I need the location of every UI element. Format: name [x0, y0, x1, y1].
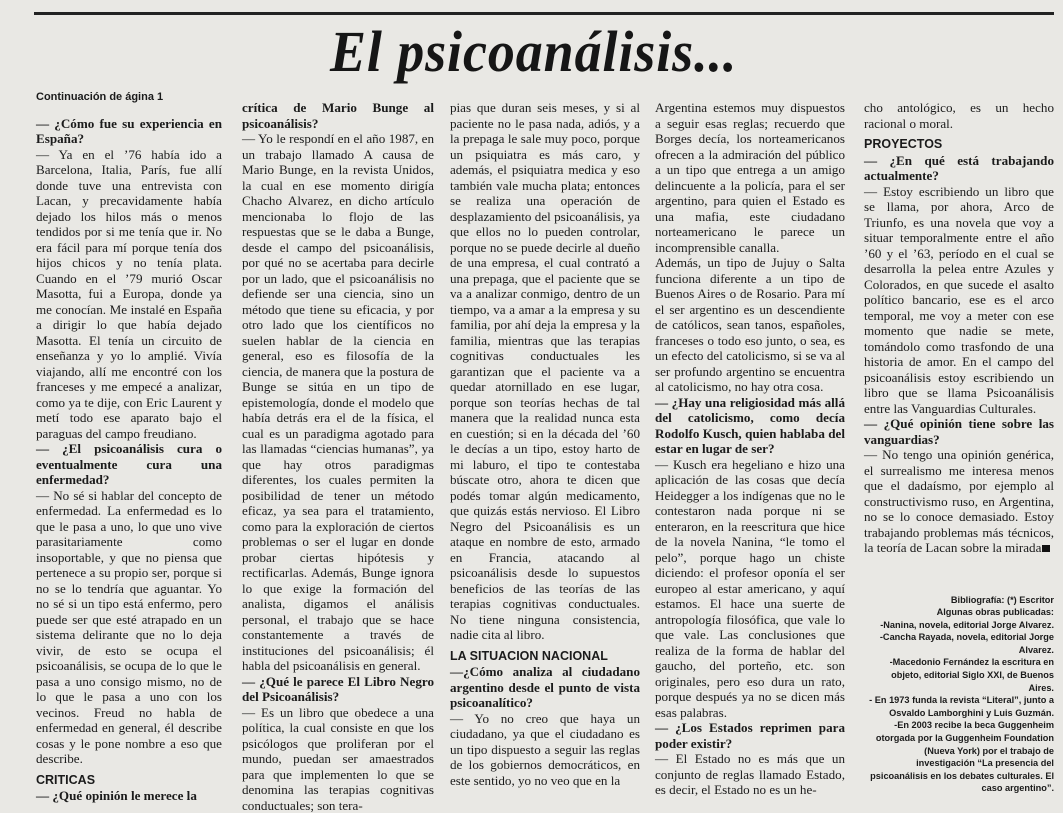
answer-paragraph: pias que duran seis meses, y si al paciente no le pasa nada, adiós, y a la prepaga le sale muy poco, porque un psiquiatra es más caro, y además, el psiquiatra medica y eso también vale mucha plata; entonces se realiza una operación de desplazamiento del psicoanálisis, ya que ellos no lo pueden controlar, porque no se puede decirle al dueño de una empresa, el cual contrató a una prepaga, que el paciente que se va a analizar conmigo, dentro de un tiempo, va a amar a la empresa y su familia, por ahí deja la empresa y la familia, mientras que las terapias cognitivas conductuales les garantizan que el paciente va a quedar atornillado en ese lugar, porque son teorías hechas de tal manera que la realidad nunca esta en cuestión; si en la década del ’60 le decías a un tipo, estoy harto de mi laburo, el tipo te contestaba búscate otro, ahora te dicen que podés tomar algún medicamento, que quizás estás nervioso. El Libro Negro del Psicoanálisis es un ataque en nombre de esto, armado en Francia, atacando al psicoanálisis desde lo supuestos beneficios de las teorías de las terapias cognitivas conductuales. No tiene ninguna consistencia, nadie cita al libro. — [450, 100, 640, 643]
col5-body — [864, 100, 1054, 556]
continuation-label: Continuación de ágina 1 — [36, 90, 222, 106]
end-mark-icon — [1042, 545, 1050, 552]
interview-question: — ¿Hay una religiosidad más allá del catolicismo, como decía Rodolfo Kusch, quien hablaba del estar en lugar de ser? — [655, 395, 845, 457]
biblio-line: -En 2003 recibe la beca Guggenheim otorgada por la Guggenheim Foundation (Nueva York) por el trabajo de investigación “La presencia del psicoanálisis en los debates culturales. El caso argentino”. — [864, 719, 1054, 795]
biblio-line: -Macedonio Fernández la escritura en objeto, editorial Siglo XXI, de Buenos Aires. — [864, 656, 1054, 694]
column-1 — [36, 90, 222, 804]
interview-question: — ¿Los Estados reprimen para poder existir? — [655, 720, 845, 751]
biblio-line: Bibliografía: (*) Escritor — [864, 594, 1054, 607]
biblio-line: -Nanina, novela, editorial Jorge Alvarez. — [864, 619, 1054, 632]
answer-paragraph: — Yo no creo que haya un ciudadano, ya que el ciudadano es un tipo dispuesto a seguir las reglas de los gobiernos democráticos, en este sentido, yo no veo que en la — [450, 711, 640, 789]
answer-paragraph: Además, un tipo de Jujuy o Salta funciona diferente a un tipo de Buenos Aires o de Rosario. Para mí el ser argentino es un descendiente de católicos, sean tanos, españoles, franceses o todo eso junto, o sea, es un efecto del catolicismo, si se va al ser profundo argentino se encuentra al catolicismo, no hay otra cosa. — [655, 255, 845, 395]
answer-paragraph: — Es un libro que obedece a una política, la cual consiste en que los psicólogos que proliferan por el mundo, puedan ser amaestrados para que implementen lo que se denomina las terapias cognitivas conductuales; son tera- — [242, 705, 434, 813]
biblio-line: -Cancha Rayada, novela, editorial Jorge Alvarez. — [864, 631, 1054, 656]
answer-paragraph: Argentina estemos muy dispuestos a seguir esas reglas; recuerdo que Borges decía, los norteamericanos ofrecen a la admiración del público a un tipo que entrega a un amigo delincuente a la policía, para el ser argentino, para quien el Estado es una mafia, este ciudadano norteamericano le parece un incomprensible canalla. — [655, 100, 845, 255]
biblio-line: Algunas obras publicadas: — [864, 606, 1054, 619]
column-2 — [242, 100, 434, 813]
answer-paragraph: — Kusch era hegeliano e hizo una aplicación de las cosas que decía Heidegger a los indígenas que no le contestaron nada porque ni se enteraron, en la reescritura que hice de la novela Nanina, “le tomo el pelo”, porque hago un chiste diciendo: el profesor oponía el ser europeo al estar americano, y aquí estamos. El hace una suerte de antropología filosófica, que vale lo que vale. Las conclusiones que realiza de la forma de hablar del gaucho, del porteño, etc. son originales, pero eso dura un rato, porque después ya no se dicen más esas palabras. — [655, 457, 845, 721]
interview-question: crítica de Mario Bunge al psicoanálisis? — [242, 100, 434, 131]
header-rule — [34, 12, 1054, 15]
bibliography — [864, 594, 1054, 796]
interview-question: — ¿Qué opinión tiene sobre las vanguardias? — [864, 416, 1054, 447]
interview-question: — ¿En qué está trabajando actualmente? — [864, 153, 1054, 184]
section-heading: CRITICAS — [36, 773, 222, 789]
answer-paragraph: — No tengo una opinión genérica, el surrealismo me interesa menos que el dadaísmo, por ejemplo al constructivismo ruso, en Argentina, no se lo conoce demasiado. Estoy trabajando problemas más técnicos, la teoría de Lacan sobre la mirada — [864, 447, 1054, 556]
interview-question: —¿Cómo analiza al ciudadano argentino desde el punto de vista psicoanalítico? — [450, 664, 640, 711]
column-4 — [655, 100, 845, 798]
answer-paragraph: cho antológico, es un hecho racional o moral. — [864, 100, 1054, 131]
column-3 — [450, 100, 640, 788]
interview-question: — ¿El psicoanálisis cura o eventualmente cura una enfermedad? — [36, 441, 222, 488]
answer-paragraph: — Yo le respondí en el año 1987, en un trabajo llamado A causa de Mario Bunge, en la revista Unidos, la cual en ese momento dirigía Chacho Alvarez, en dicho artículo mencionaba lo flojo de las respuestas que se le daba a Bunge, desde el campo del psicoanálisis, por qué no se acertaba para decirle por un lado, que el psicoanálisis no defiende ser una ciencia, sino un método que tiene su eficacia, y por otro lado que los científicos no suelen hablar de la ciencia en general, eso es filosofía de la ciencia, de manera que la postura de Bunge se sitúa en un tipo de epistemología, donde el modelo que había detrás era el de la física, el cual es un paradigma agotado para las llamadas “ciencias humanas”, ya que hay otros paradigmas diferentes, los cuales permiten la posibilidad de tener un método eficaz, ya sea para el tratamiento, como para la exploración de ciertos problemas o ser el lugar en donde probar ciertas hipótesis y rectificarlas. Además, Bunge ignora lo que exige la formación del analista, digamos el análisis personal, el trabajo que se hace constantemente a través de instituciones del psicoanálisis; él habla del psicoanálisis en general. — [242, 131, 434, 674]
answer-paragraph: — El Estado no es más que un conjunto de reglas llamado Estado, es decir, el Estado no es un he- — [655, 751, 845, 798]
col1-body — [36, 116, 222, 804]
answer-paragraph: — Ya en el ’76 había ido a Barcelona, Italia, París, fue allí donde tuve una entrevista con Lacan, y precavidamente había dejado los hilos más o menos tendidos por si me tenía que ir. No era fácil para mí porque tenía dos hijos chicos y no tenía plata. Cuando en el ’79 murió Oscar Masotta, fui a Europa, donde ya me conocían. Me instalé en España a dirigir lo que había dejado Masotta. El tenía un circuito de enseñanza y yo lo amplié. Vivía viajando, allí me encontré con los franceses y me empecé a analizar, como ya te dije, con Eric Laurent y metí todo ese aparato bajo el paraguas del campo freudiano. — [36, 147, 222, 442]
section-heading: LA SITUACION NACIONAL — [450, 649, 640, 665]
interview-question: — ¿Cómo fue su experiencia en España? — [36, 116, 222, 147]
answer-paragraph: — No sé si hablar del concepto de enfermedad. La enfermedad es lo que le pasa a uno, lo que uno vive parasitariamente como insoportable, y que no piensa que pertenece a su propio ser, porque si no se lo tendría que aguantar. Yo no sé si un tipo está enfermo, pero puede ser que esté atrapado en un sistema delirante que no lo deja vivir, de esto se ocupa el psicoanálisis, se ocupa de lo que le pasa a uno consigo mismo, no de lo que le pasa a uno con los vecinos. Freud no habla de enfermedad en general, él describe cosas y le pone nombre a eso que describe. — [36, 488, 222, 767]
column-5 — [864, 100, 1054, 795]
interview-question: — ¿Qué le parece El Libro Negro del Psicoanálisis? — [242, 674, 434, 705]
biblio-line: - En 1973 funda la revista “Literal”, junto a Osvaldo Lamborghini y Luis Guzmán. — [864, 694, 1054, 719]
section-heading: PROYECTOS — [864, 137, 1054, 153]
interview-question: — ¿Qué opinión le merece la — [36, 788, 222, 804]
answer-paragraph: — Estoy escribiendo un libro que se llama, por ahora, Arco de Triunfo, es una novela que voy a situar temporalmente entre el año ’60 y el ’63, período en el cual se desarrolla la pelea entre Azules y Colorados, en que sucede el asalto político bancario, ese es el arco temporal, me voy a meter con ese momento que nadie se mete, tomándolo como trasfondo de una historia de amor. En el campo del psicoanálisis estoy escribiendo un libro que se llama Psicoanálisis entre las Vanguardias Culturales. — [864, 184, 1054, 417]
article-title: El psicoanálisis... — [330, 18, 737, 85]
